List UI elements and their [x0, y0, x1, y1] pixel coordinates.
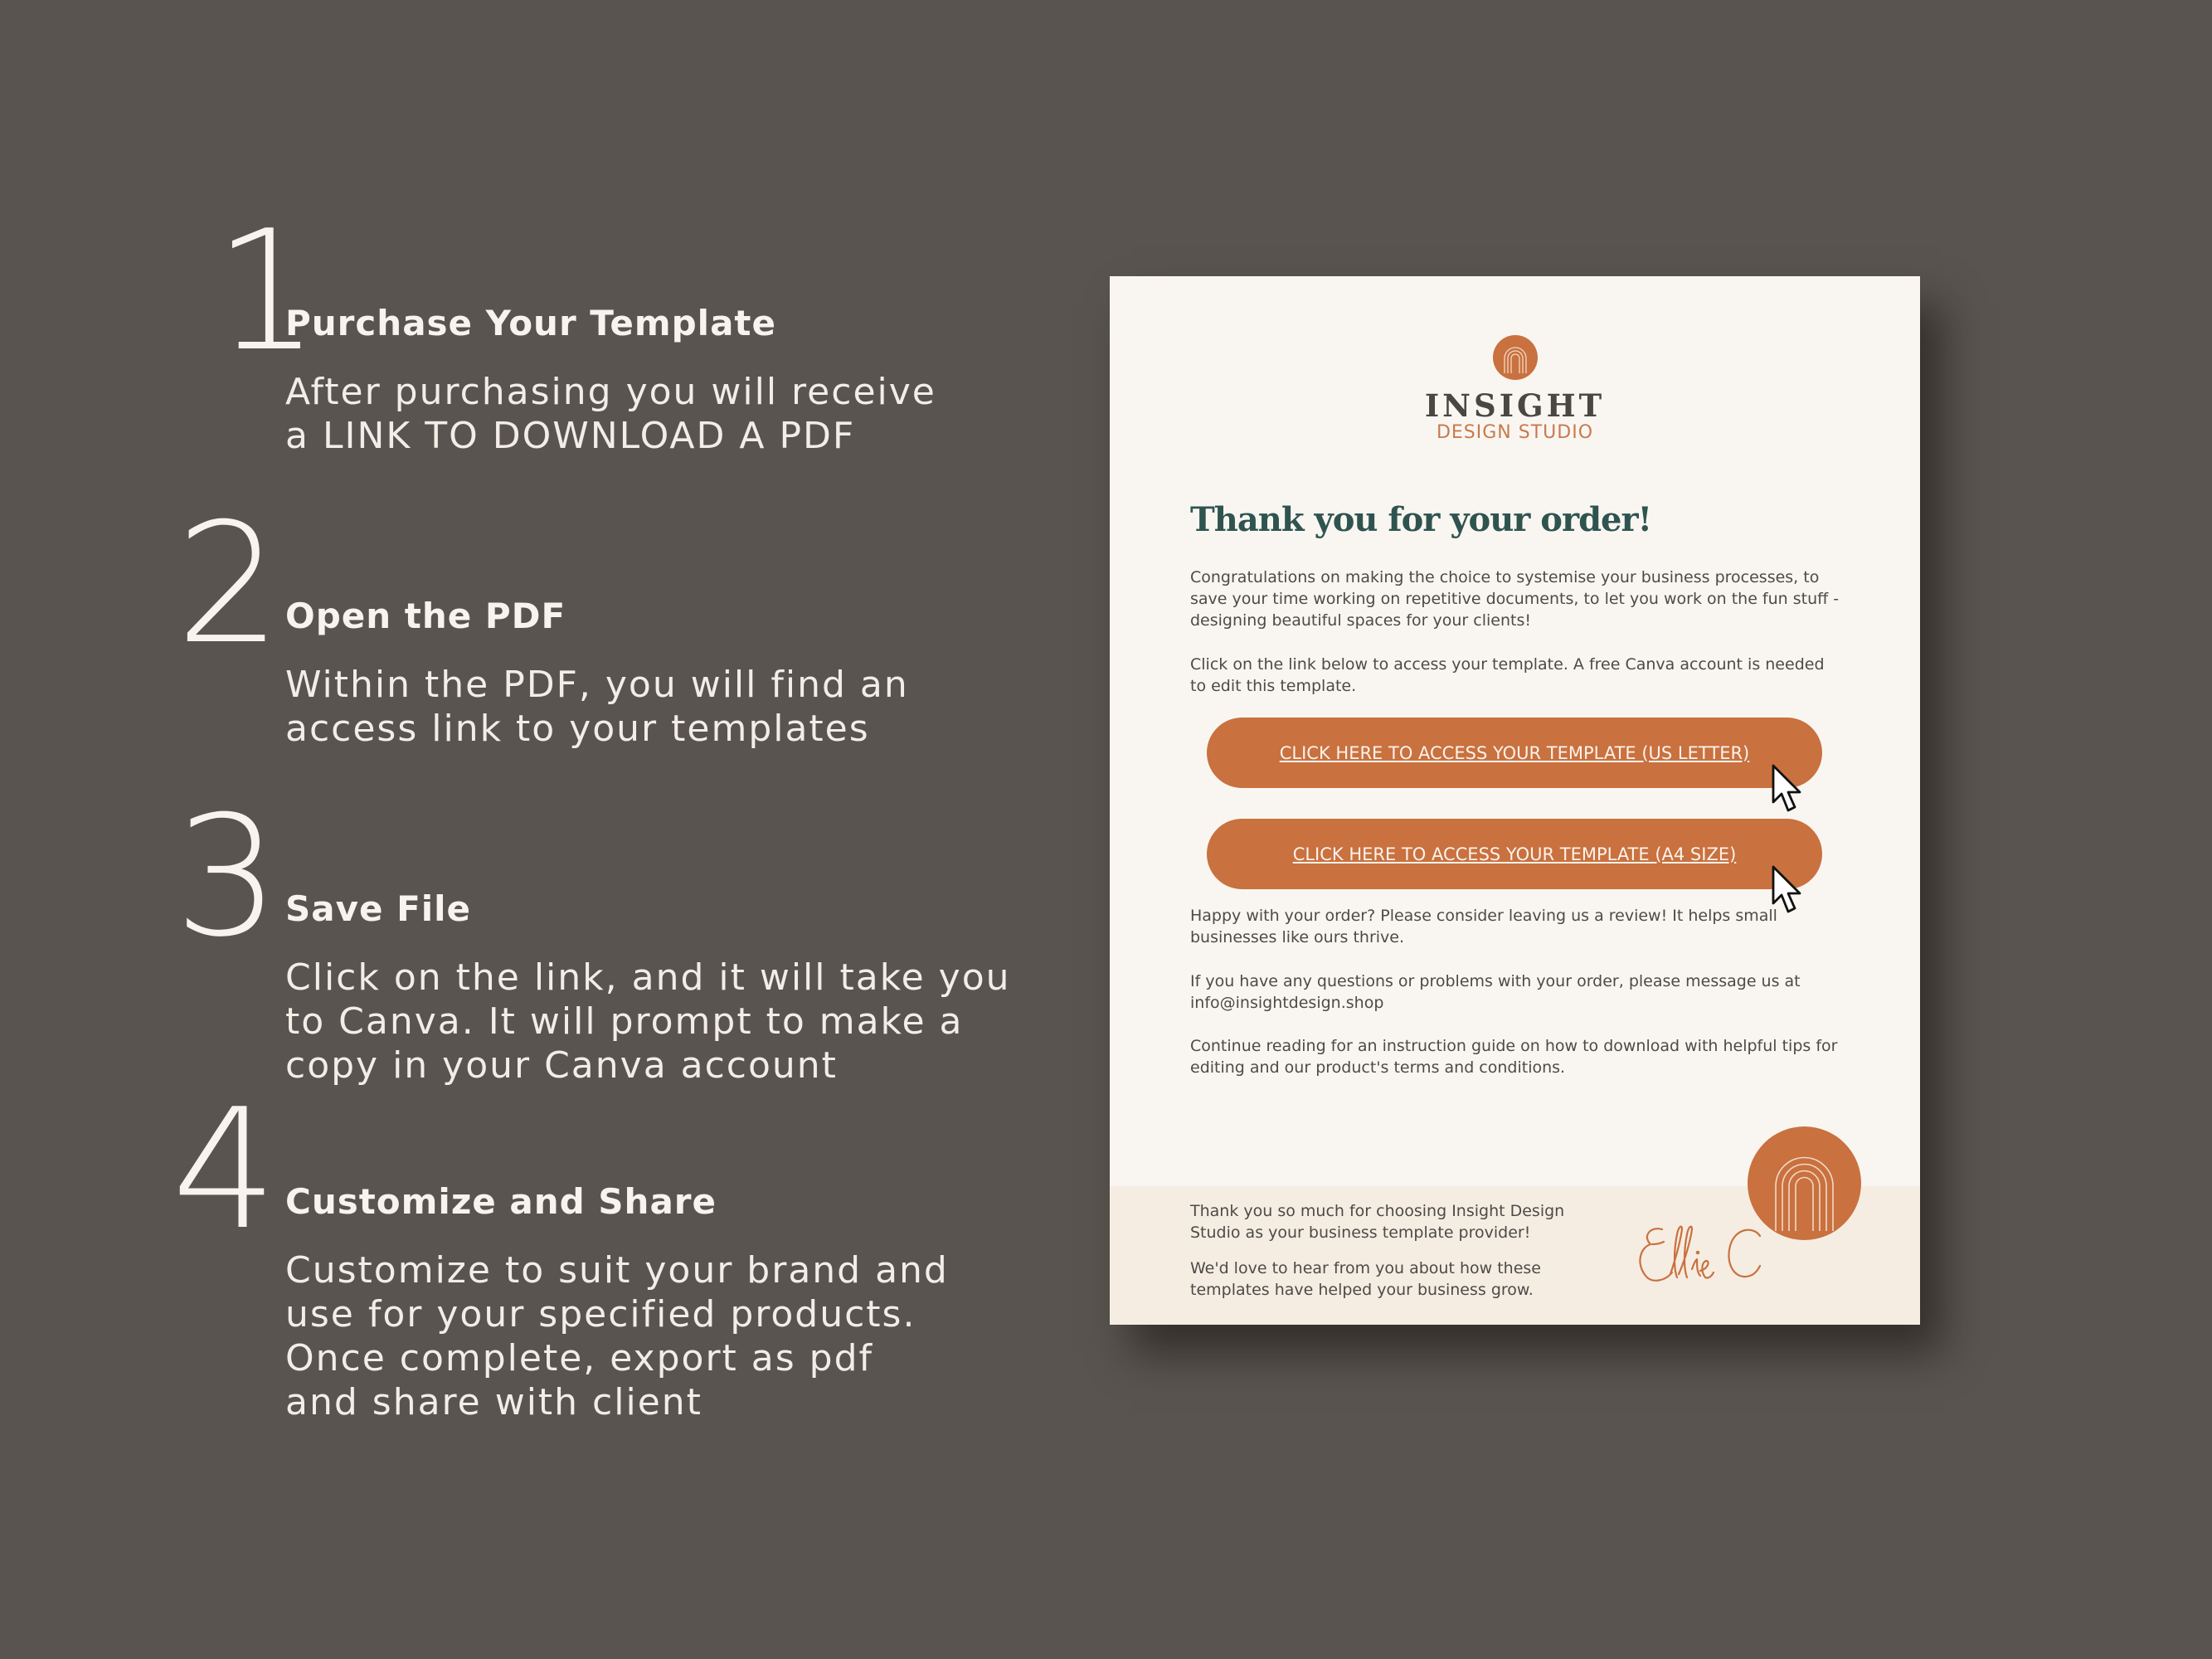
paragraph-line: Happy with your order? Please consider leaving us a review! It helps small	[1190, 907, 1777, 925]
paragraph-line: editing and our product's terms and conditions.	[1190, 1058, 1566, 1077]
paragraph-line: Continue reading for an instruction guide on how to download with helpful tips for	[1190, 1037, 1838, 1055]
access-template-us-letter-button[interactable]	[1207, 718, 1822, 788]
paragraph-line: We'd love to hear from you about how these	[1190, 1259, 1541, 1277]
step-title: Customize and Share	[285, 1181, 717, 1222]
arch-badge-icon	[1748, 1126, 1861, 1240]
step-description-line: to Canva. It will prompt to make a	[285, 1000, 964, 1043]
step-description-line: copy in your Canva account	[285, 1044, 838, 1087]
step-description	[285, 370, 936, 458]
paragraph-line: designing beautiful spaces for your clients!	[1190, 611, 1531, 630]
paragraph-line: Congratulations on making the choice to systemise your business processes, to	[1190, 568, 1820, 586]
step-number: 1	[214, 195, 315, 388]
step-title: Purchase Your Template	[285, 303, 776, 343]
step-number: 2	[176, 488, 277, 681]
questions-paragraph	[1190, 971, 1870, 1014]
link-note-paragraph	[1190, 654, 1870, 697]
step-description-line: Click on the link, and it will take you	[285, 956, 1011, 999]
step-description-line: Once complete, export as pdf	[285, 1337, 873, 1379]
paragraph-line: save your time working on repetitive documents, to let you work on the fun stuff -	[1190, 590, 1840, 608]
brand-name: INSIGHT	[1424, 387, 1606, 424]
button-label: CLICK HERE TO ACCESS YOUR TEMPLATE (US LETTER)	[1279, 742, 1750, 763]
paragraph-line: to edit this template.	[1190, 677, 1357, 695]
paragraph-line: templates have helped your business grow.	[1190, 1281, 1534, 1299]
step-description-line: After purchasing you will receive	[285, 371, 936, 413]
step-description	[285, 663, 909, 751]
intro-paragraph	[1190, 567, 1870, 631]
access-template-a4-button[interactable]	[1207, 819, 1822, 889]
paragraph-line: Thank you so much for choosing Insight Design	[1190, 1202, 1565, 1220]
step-description	[285, 1248, 949, 1424]
footer-hear	[1190, 1258, 1621, 1301]
step-description-line: a LINK TO DOWNLOAD A PDF	[285, 415, 856, 457]
step-title: Save File	[285, 888, 472, 929]
step-title: Open the PDF	[285, 596, 566, 636]
button-label: CLICK HERE TO ACCESS YOUR TEMPLATE (A4 SIZE)	[1292, 844, 1737, 864]
review-paragraph	[1190, 905, 1870, 948]
footer-thanks	[1190, 1200, 1621, 1243]
arch-logo-icon	[1493, 335, 1538, 380]
continue-paragraph	[1190, 1035, 1870, 1078]
paragraph-line: businesses like ours thrive.	[1190, 928, 1405, 946]
paragraph-line: Click on the link below to access your template. A free Canva account is needed	[1190, 655, 1825, 674]
paragraph-line: If you have any questions or problems with your order, please message us at	[1190, 972, 1801, 990]
order-document	[1110, 276, 1920, 1325]
brand-subtitle: DESIGN STUDIO	[1436, 422, 1594, 443]
step-description-line: use for your specified products.	[285, 1293, 916, 1335]
step-description-line: access link to your templates	[285, 708, 870, 750]
step-description-line: Customize to suit your brand and	[285, 1249, 949, 1292]
paragraph-line[interactable]: info@insightdesign.shop	[1190, 994, 1384, 1012]
mouse-pointer-icon	[1772, 764, 1805, 815]
step-number: 3	[174, 781, 275, 974]
step-description-line: and share with client	[285, 1381, 702, 1423]
step-number: 4	[172, 1073, 273, 1267]
step-description-line: Within the PDF, you will find an	[285, 664, 909, 706]
paragraph-line: Studio as your business template provider!	[1190, 1224, 1531, 1242]
step-description	[285, 956, 1011, 1087]
document-heading: Thank you for your order!	[1190, 500, 1652, 539]
